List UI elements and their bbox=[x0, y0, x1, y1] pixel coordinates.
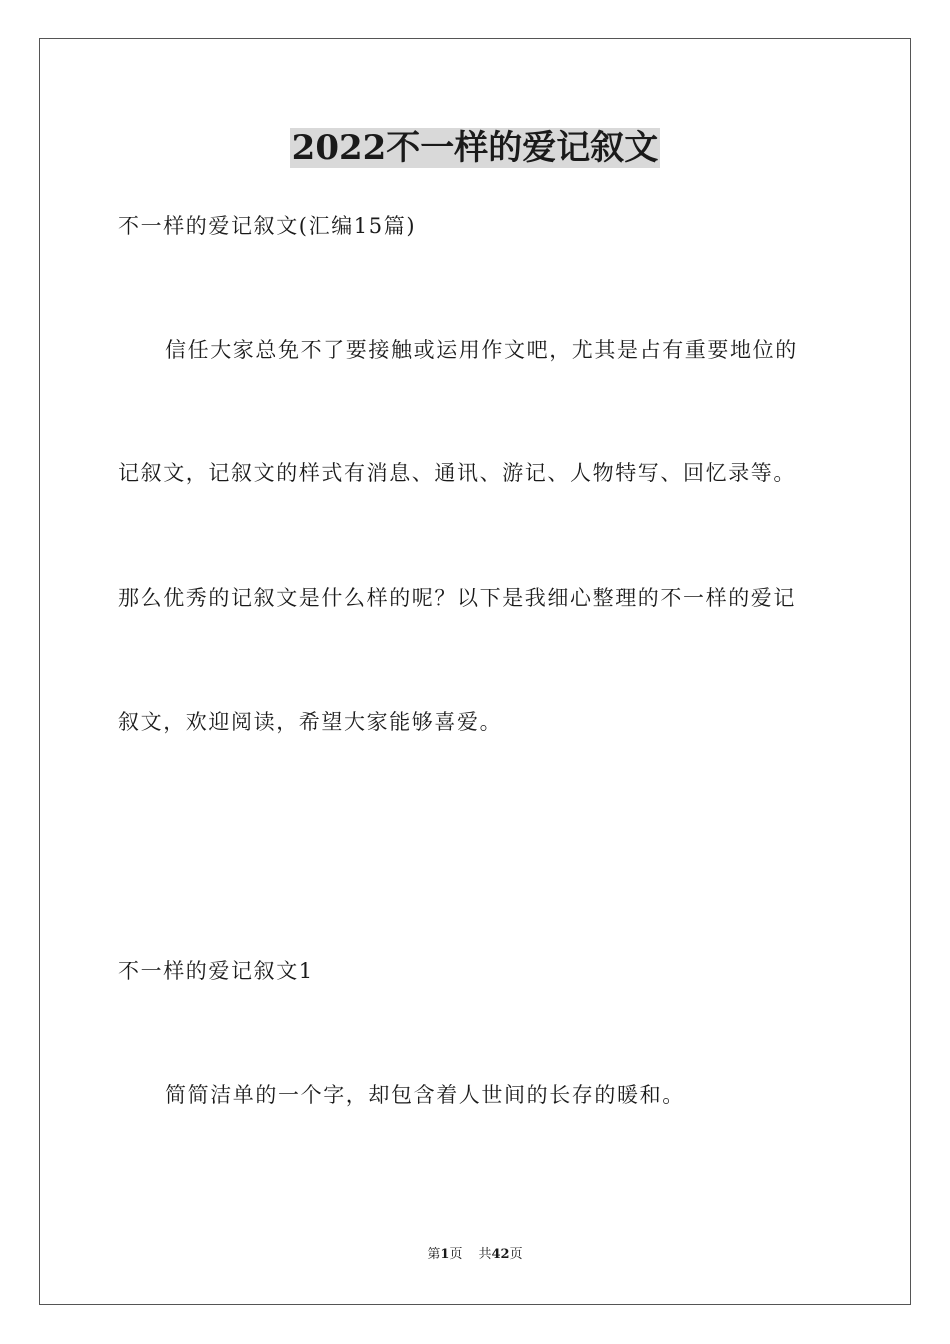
intro-line-1: 信任大家总免不了要接触或运用作文吧，尤其是占有重要地位的 bbox=[165, 338, 798, 362]
intro-line-2: 记叙文，记叙文的样式有消息、通讯、游记、人物特写、回忆录等。 bbox=[118, 461, 796, 485]
intro-line-4: 叙文，欢迎阅读，希望大家能够喜爱。 bbox=[118, 710, 503, 734]
page-suffix: 页 bbox=[449, 1247, 463, 1262]
total-pages: 42 bbox=[491, 1247, 510, 1262]
document-subtitle: 不一样的爱记叙文(汇编15篇) bbox=[118, 214, 417, 238]
document-title bbox=[0, 126, 950, 170]
section-heading: 不一样的爱记叙文1 bbox=[118, 959, 314, 983]
section-first-line: 简简洁单的一个字，却包含着人世间的长存的暖和。 bbox=[165, 1083, 685, 1107]
total-prefix: 共 bbox=[478, 1247, 492, 1262]
document-title-text: 2022不一样的爱记叙文 bbox=[291, 128, 659, 168]
page-prefix: 第 bbox=[427, 1247, 441, 1262]
intro-line-3: 那么优秀的记叙文是什么样的呢？以下是我细心整理的不一样的爱记 bbox=[118, 586, 796, 610]
total-suffix: 页 bbox=[509, 1247, 523, 1262]
page-footer bbox=[0, 1246, 950, 1264]
page-number: 1 bbox=[440, 1247, 450, 1262]
